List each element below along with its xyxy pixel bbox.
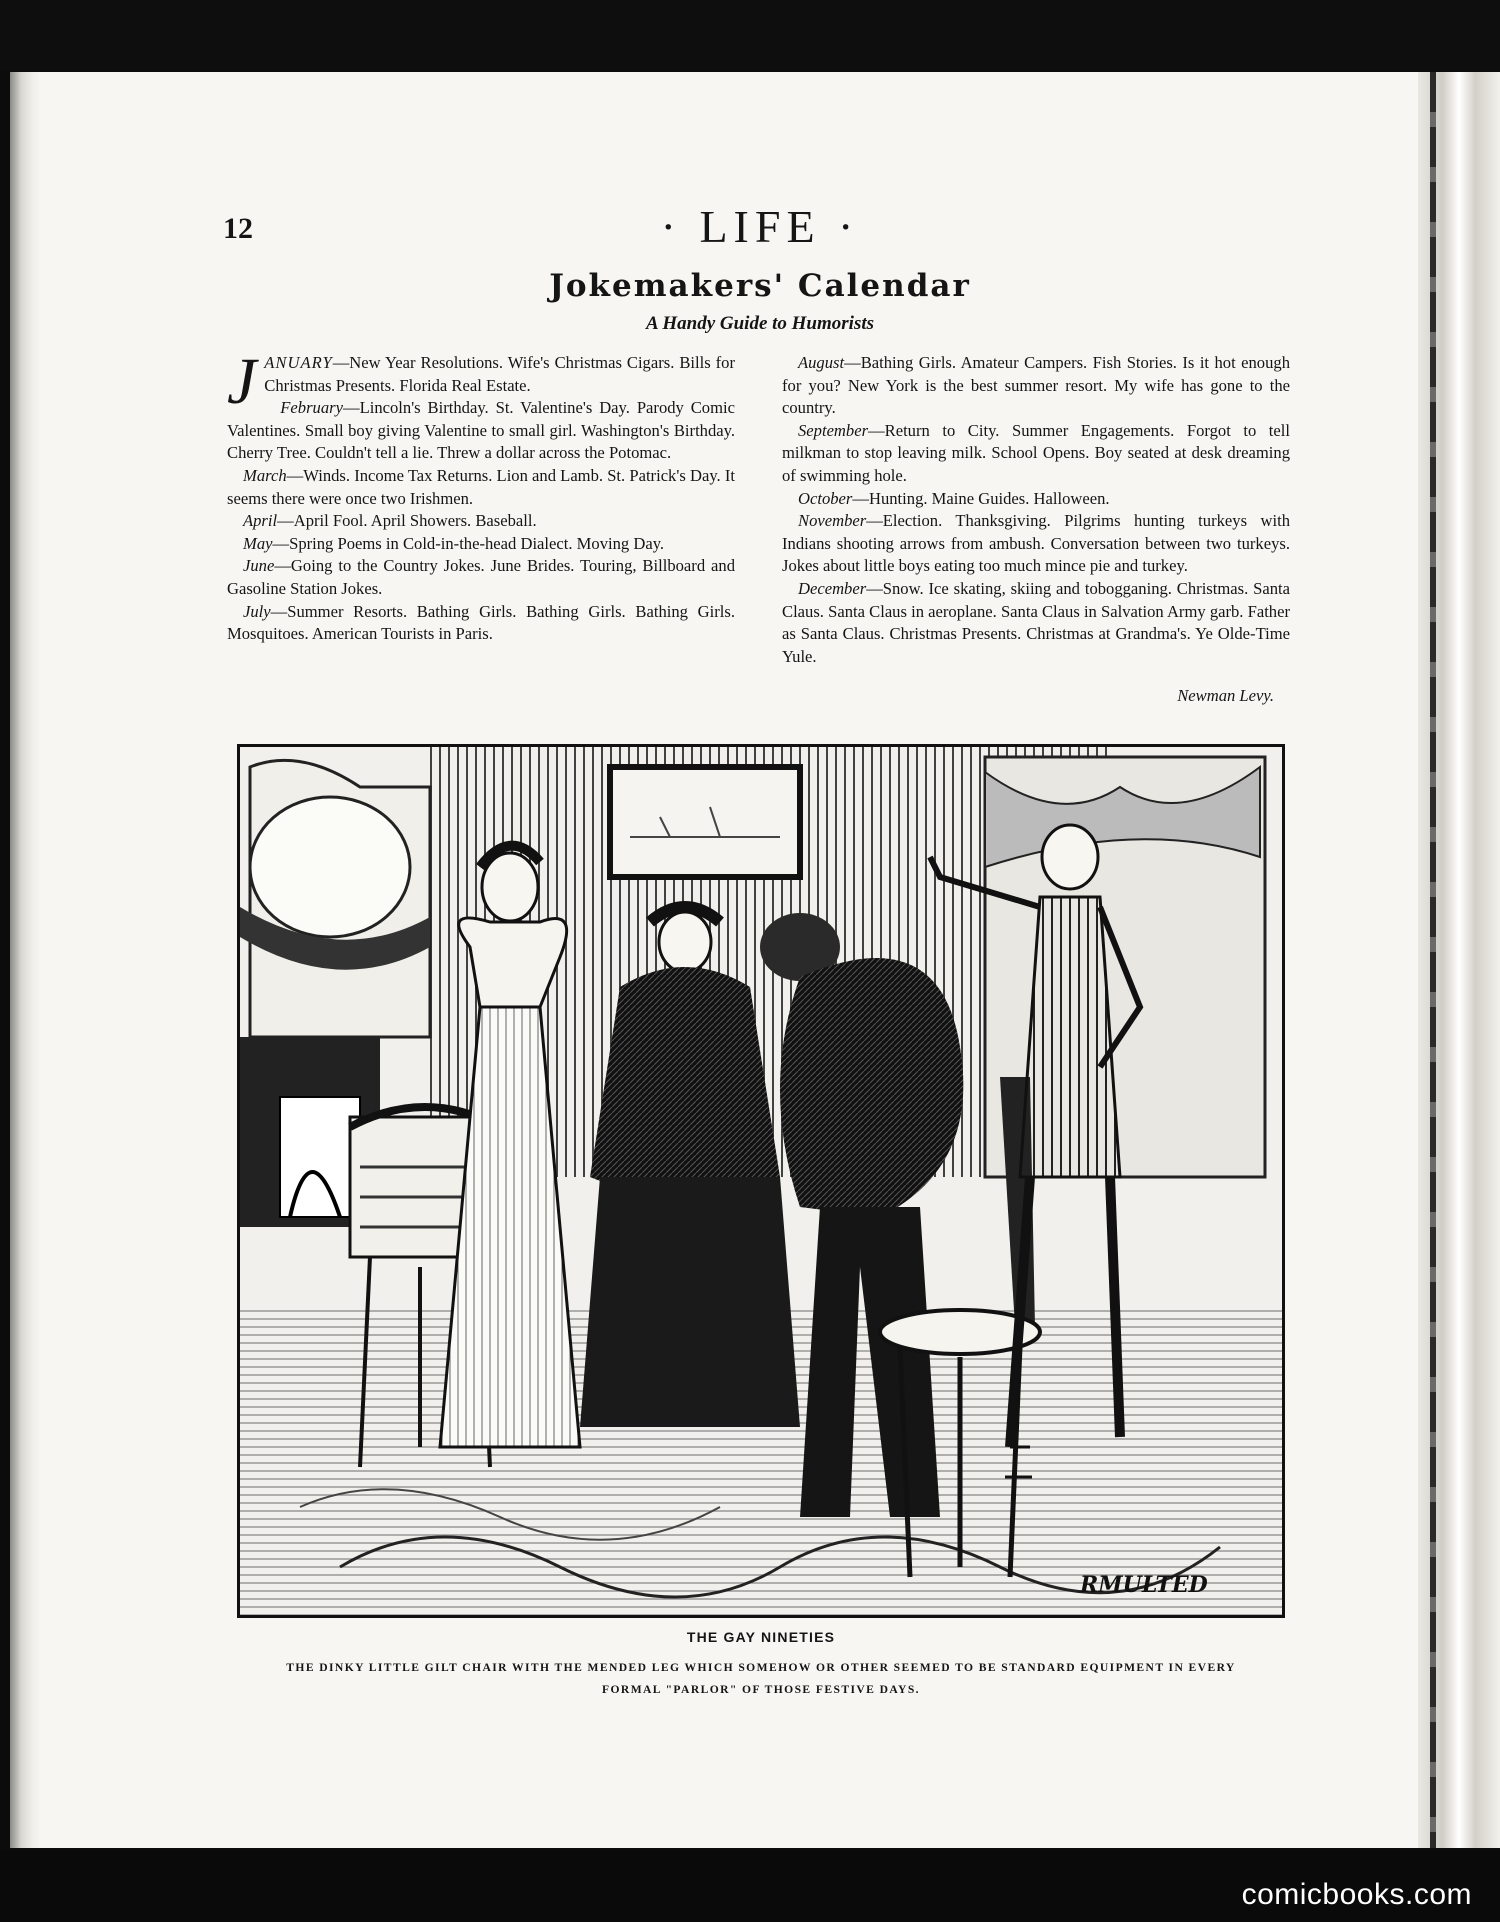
calendar-entry-february (227, 397, 735, 465)
entry-text: —Lincoln's Birthday. St. Valentine's Day. Parody Comic Valentines. Small boy giving Valentine to small girl. Washington's Birthday. Cherry Tree. Couldn't tell a lie. Threw a dollar across the Potomac. (227, 398, 735, 463)
calendar-entry-may (227, 533, 735, 556)
calendar-entry-october (782, 488, 1290, 511)
calendar-entry-april (227, 510, 735, 533)
month-label: March (243, 465, 287, 485)
entry-text: —Election. Thanksgiving. Pilgrims hunting turkeys with Indians shooting arrows from ambush. Conversation between two turkeys. Jokes about little boys eating too much mince pie and turkey. (782, 511, 1290, 576)
calendar-entry-june (227, 555, 735, 600)
left-text-column (227, 345, 735, 646)
month-label: August (798, 353, 845, 372)
parlor-scene-drawing (240, 747, 1282, 1615)
entry-text: —Spring Poems in Cold-in-the-head Dialect. Moving Day. (272, 533, 665, 553)
calendar-entry-december (782, 578, 1290, 668)
month-label: October (798, 488, 853, 508)
caption-title: THE GAY NINETIES (686, 1629, 836, 1645)
month-label: ANUARY (264, 353, 333, 372)
month-label: September (798, 420, 869, 440)
right-text-column (782, 352, 1290, 724)
entry-text: —Hunting. Maine Guides. Halloween. (852, 488, 1110, 508)
entry-text: —April Fool. April Showers. Baseball. (277, 511, 537, 531)
page-stack-edge (10, 72, 42, 1848)
calendar-entry-march (227, 465, 735, 510)
month-label: June (243, 556, 275, 576)
entry-text: —New Year Resolutions. Wife's Christmas Cigars. Bills for Christmas Presents. Florida Real Estate. (264, 353, 735, 395)
month-label: May (243, 533, 273, 553)
entry-text: —Summer Resorts. Bathing Girls. Bathing Girls. Bathing Girls. Mosquitoes. American Tourists in Paris. (227, 601, 735, 644)
month-label: December (798, 578, 867, 598)
month-label: April (243, 511, 278, 531)
byline: Newman Levy. (1177, 685, 1274, 705)
binding-spine (1430, 72, 1436, 1848)
site-watermark: comicbooks.com (1241, 1878, 1472, 1911)
entry-text: —Snow. Ice skating, skiing and tobogganing. Christmas. Santa Claus. Santa Claus in aeroplane. Santa Claus in Salvation Army garb. Father as Santa Claus. Christmas Presents. Christmas at Grandma's. Ye Olde-Time Yule. (782, 578, 1290, 666)
drop-cap: J (227, 345, 257, 418)
entry-text: —Winds. Income Tax Returns. Lion and Lamb. St. Patrick's Day. It seems there were once two Irishmen. (227, 465, 735, 508)
framed-seascape-picture (610, 767, 800, 877)
entry-text: —Return to City. Summer Engagements. Forgot to tell milkman to stop leaving milk. School Opens. Boy seated at desk dreaming of swimming hole. (782, 420, 1290, 485)
article-subtitle: A Handy Guide to Humorists (645, 313, 875, 334)
month-label: February (280, 398, 343, 418)
calendar-entry-september (782, 420, 1290, 488)
page-number: 12 (223, 212, 253, 245)
artist-signature: RMULTED (1080, 1572, 1208, 1598)
masthead: · LIFE · (660, 201, 860, 252)
book-gutter (1418, 72, 1500, 1848)
month-label: July (243, 601, 271, 621)
caption-text: THE DINKY LITTLE GILT CHAIR WITH THE MENDED LEG WHICH SOMEHOW OR OTHER SEEMED TO BE STANDARD EQUIPMENT IN EVERY FORMAL "PARLOR" OF THOSE FESTIVE DAYS. (286, 1661, 1236, 1696)
scanner-border-top (0, 0, 1500, 70)
calendar-entry-august (782, 352, 1290, 420)
calendar-entry-july (227, 601, 735, 646)
month-label: November (798, 511, 867, 531)
article-title: Jokemakers' Calendar (549, 268, 971, 304)
parlor-illustration (237, 744, 1285, 1618)
calendar-entry-november (782, 510, 1290, 578)
entry-text: —Going to the Country Jokes. June Brides. Touring, Billboard and Gasoline Station Jokes. (227, 556, 735, 598)
entry-text: —Bathing Girls. Amateur Campers. Fish Stories. Is it hot enough for you? New York is the best summer resort. My wife has gone to the country. (782, 353, 1290, 418)
